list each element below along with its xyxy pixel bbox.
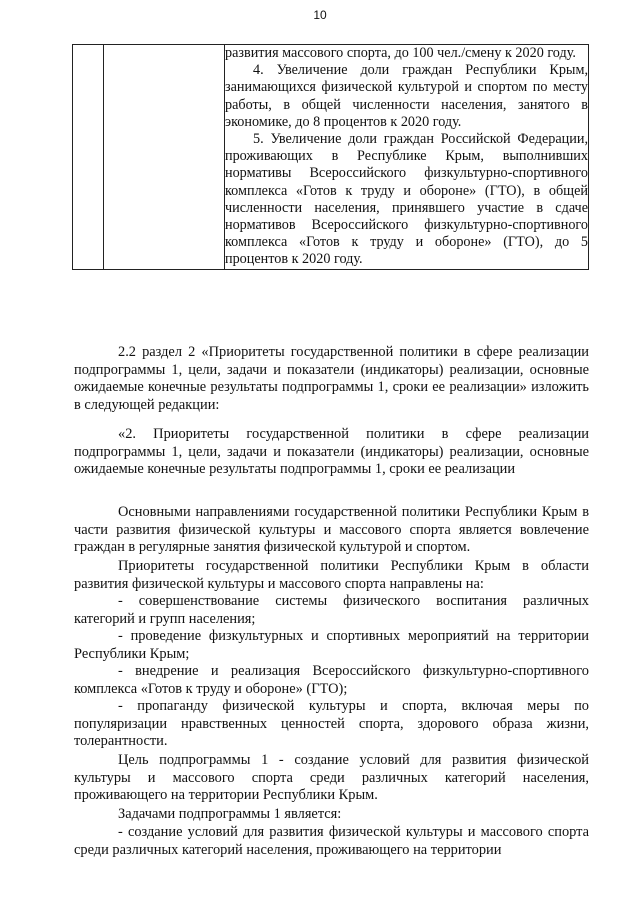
table-cell-number [73, 45, 104, 270]
list-item: - создание условий для развития физической культуры и массового спорта среди различных категорий населения, проживающего на территории [74, 824, 589, 858]
list-item: - совершенствование системы физического воспитания различных категорий и групп населения; [74, 593, 589, 627]
table-cell-name [104, 45, 225, 270]
continued-table [72, 44, 589, 270]
indicator-paragraph: 4. Увеличение доли граждан Республики Крым, занимающихся физической культурой и спортом по месту работы, в общей численности населения, занятого в экономике, до 8 процентов к 2020 году. [225, 62, 588, 130]
body-paragraph: Приоритеты государственной политики Республики Крым в области развития физической культуры и массового спорта направлены на: [74, 558, 589, 592]
list-item: - внедрение и реализация Всероссийского физкультурно-спортивного комплекса «Готов к труду и обороне» (ГТО); [74, 663, 589, 697]
body-paragraph: 2.2 раздел 2 «Приоритеты государственной политики в сфере реализации подпрограммы 1, цели, задачи и показатели (индикаторы) реализации, основные ожидаемые конечные результаты подпрограммы 1, сроки ее реализации» изложить в следующей редакции: [74, 344, 589, 413]
indicator-paragraph: развития массового спорта, до 100 чел./смену к 2020 году. [225, 45, 576, 61]
body-paragraph: Цель подпрограммы 1 - создание условий для развития физической культуры и массового спорта среди различных категорий населения, проживающего на территории Республики Крым. [74, 752, 589, 804]
body-paragraph: Задачами подпрограммы 1 является: [118, 806, 342, 822]
table-row [73, 45, 589, 270]
body-paragraph: Основными направлениями государственной политики Республики Крым в части развития физической культуры и массового спорта является вовлечение граждан в регулярные занятия физической культурой и спортом. [74, 504, 589, 556]
body-paragraph: «2. Приоритеты государственной политики в сфере реализации подпрограммы 1, цели, задачи и показатели (индикаторы) реализации, основные ожидаемые конечные результаты подпрограммы 1, сроки ее реализации [74, 426, 589, 478]
page-number: 10 [313, 8, 327, 22]
list-item: - проведение физкультурных и спортивных мероприятий на территории Республики Крым; [74, 628, 589, 662]
table-cell-indicators [225, 45, 589, 270]
list-item: - пропаганду физической культуры и спорта, включая меры по популяризации нравственных ценностей спорта, здорового образа жизни, толерантности. [74, 698, 589, 750]
indicator-paragraph: 5. Увеличение доли граждан Российской Федерации, проживающих в Республике Крым, выполнивших нормативы Всероссийского физкультурно-спортивного комплекса «Готов к труду и обороне» (ГТО), в общей численности населения, принявшего участие в сдаче нормативов Всероссийского физкультурно-спортивного комплекса «Готов к труду и обороне» (ГТО), до 5 процентов к 2020 году. [225, 131, 588, 268]
